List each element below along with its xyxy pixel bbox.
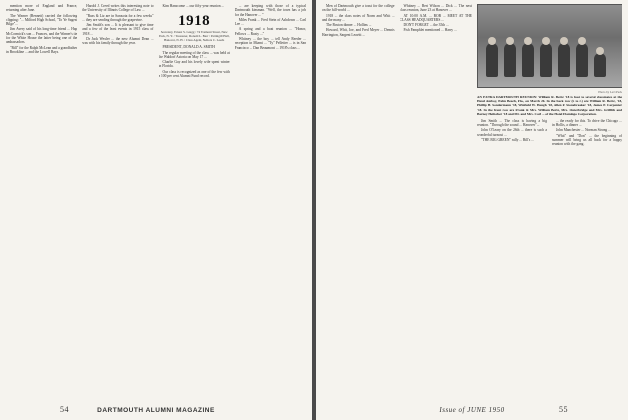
paragraph: Jim Smith's son ... It is pleasant to give time and a few of the least events in 1915 class of 1918 ... (82, 23, 154, 36)
paragraph: The Boston dinner ... Hollins ... (326, 23, 372, 28)
paragraph: DON'T FORGET ... the 35th ... (403, 23, 449, 28)
person-figure (576, 43, 588, 77)
page-number: 54 (60, 405, 69, 414)
person-figure (594, 53, 606, 77)
paragraph: AT 10:00 A.M. ... BOB ... MEET AT THE CLASS HEADQUARTERS ... (399, 13, 472, 22)
left-footer (0, 406, 312, 414)
paragraph: Whitney ... the boy ... tell Andy Reeder ... reception in Miami ... "Ty" Pelletier ... is in San Francisco ... Dan Beaumont ... 1918's class ... (234, 37, 306, 50)
paragraph: ... are keeping with those of a typical Dartmouth kinsman. "Well, the town has a job for the Hanover ... " (234, 4, 306, 17)
paragraph: Miles Frank ... Fred Stein of Ashdown ... Carl Lee ... (234, 17, 306, 27)
left-columns (6, 4, 306, 396)
person-head (506, 37, 514, 45)
paragraph: Whitney ... Bert Wilson ... Dick ... The next class reunion, June 23 at Hanover ... (399, 4, 472, 13)
right-column-2 (400, 4, 473, 396)
paragraph: mention more of England and France, returning after June. (6, 4, 78, 13)
person-figure (486, 43, 498, 77)
paragraph: Harold J. Creed writes this interesting note to the University of Illinois College of Law ... (82, 4, 154, 13)
issue-date: Issue of JUNE 1950 (439, 406, 505, 414)
paragraph: 1918 ... the class notes of Norm and Whit ... and the many ... (322, 13, 395, 22)
class-year-heading: 1918 (178, 13, 211, 30)
person-head (488, 37, 496, 45)
paragraph: Jim Avery said of his long-time friend ... Hap McCormick's son ... Frances, and the Warner's tie for the White House the latter being one of the ambassadors. (6, 27, 78, 45)
paragraph: Jim Smith ... The class is having a big reunion. "Through the sound ... Hanover"... (477, 118, 547, 128)
paragraph: Kim Hanscome ... our fifty-year reunion ... (162, 4, 225, 8)
magazine-title: DARTMOUTH ALUMNI MAGAZINE (97, 407, 215, 414)
right-column-3 (477, 119, 547, 148)
paragraph: Fish Pamphlet mentioned ... Harry ... (403, 28, 457, 33)
person-head (524, 37, 532, 45)
paragraph: Men of Dartmouth give a toast for the college on the hill-world ... (322, 4, 395, 13)
paragraph: The Warner (Bennett) carried the following clipping: "... Milford High School, "To Ye Sagest Bilge"... (6, 13, 78, 27)
paragraph: Our class is recognized as one of the few with a 100 per cent Alumni Fund record. (158, 69, 230, 79)
paragraph: "THE BIG GREEN" rally ... Bill's ... (481, 137, 534, 142)
left-column-3 (159, 4, 230, 396)
paragraph: Charlie Gay and his lovely wife spent winter in Florida. (158, 60, 230, 69)
page-number: 55 (559, 405, 568, 414)
left-column-4 (235, 4, 306, 396)
right-column-1 (322, 4, 395, 396)
class-officers: Secretary, Ernest S. Gregg / 74 Tremont Street, New York, N. Y. / Treasurer, Donald L. Barr / Pettingill Hall, Hanover, N. H. / Class Agent, Neltors C. Leeds (158, 30, 230, 43)
paragraph: John O'Leary on the 26th ... there is such a wonderful turnout ... (477, 128, 547, 137)
paragraph: Howard, Whit, Joe, and Fred Meyer ... Dennis Harrington, Sargent Leavitt ... (322, 28, 395, 37)
reunion-photo (477, 4, 622, 88)
person-head (578, 37, 586, 45)
person-head (542, 37, 550, 45)
person-figure (558, 43, 570, 77)
right-page (316, 0, 628, 420)
paragraph: "Bill" for the Ralph McLean and a grandfather in Brookline ... and the Lowell Bays. (6, 45, 78, 54)
right-photo-column (477, 4, 622, 396)
paragraph: A spring and a boat reunion ... "Honor, Fellows ... Rusty ..." (234, 27, 306, 36)
paragraph: John Manchester ... Norman Strong ... (556, 128, 611, 133)
photo-credit: Photo by Levi Peck (598, 90, 622, 94)
person-head (560, 37, 568, 45)
left-column-1 (6, 4, 77, 396)
right-column-4 (552, 119, 622, 148)
person-figure (504, 43, 516, 77)
left-column-2 (82, 4, 153, 396)
paragraph: ... the ready for this. To drive the Chicago ... in Hollis, a dinner ... (552, 118, 622, 128)
person-figure (540, 43, 552, 77)
paragraph: "Russ & Liz are in Sarasota for a few weeks" ... they are sending through the grapevine. (82, 13, 154, 22)
left-page (0, 0, 312, 420)
paragraph: The regular meeting of the class ... was held at the Waldorf Astoria on May 17 ... (158, 50, 230, 59)
right-footer (316, 406, 628, 414)
paragraph: Dr Jack Wexler ... the new Alumni Dean ... was with his family through the year. (82, 37, 154, 46)
paragraph: PRESIDENT, DONALD A. SMITH (162, 45, 215, 50)
right-columns (322, 4, 622, 396)
person-figure (522, 43, 534, 77)
person-head (596, 47, 604, 55)
paragraph: "Whit" and "Don" ... the beginning of summer will bring us all back for a happy reunion with the gang. (552, 133, 622, 147)
right-subcolumns (477, 119, 622, 148)
photo-caption: AN EXTRA DARTMOUTH REUNION: William R. Bertz '18 is host to several classmates at the Hotel Amboy, Palm Beach, Fla., on March 26. In the back row (l. to r.) are William R. Bertz, '18, Phillip H. Sondermann '18, Winfield W. Hough '18, Allen F. Stonebreaker '18, James P. Carpenter '18. In the front row are Frank & Mrs. William Bertz, Mrs. Outerbridge and Mrs. Griffith and Barney Heilscher '18 and Mr. and Mrs. Carl ... of the Hotel Flamingo Corporation. (477, 95, 622, 116)
